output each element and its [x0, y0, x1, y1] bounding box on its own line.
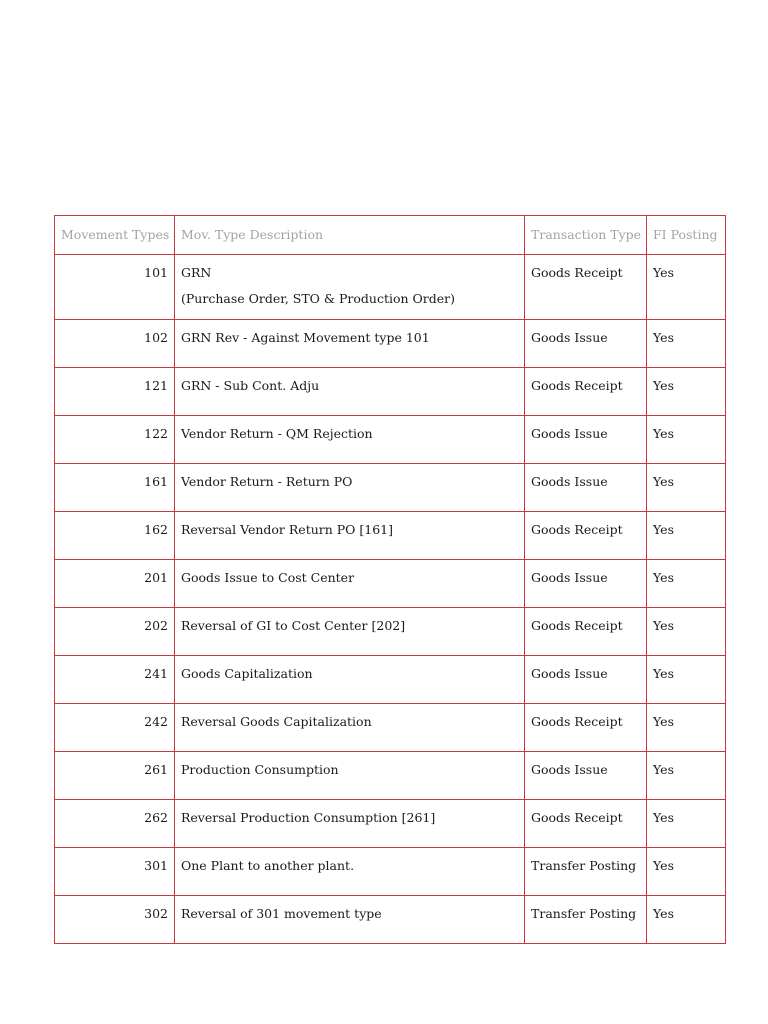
- fi-posting: Yes: [647, 656, 726, 704]
- movement-type-code: 102: [55, 320, 175, 368]
- table-row: [55, 416, 726, 464]
- movement-type-description: Reversal of GI to Cost Center [202]: [181, 618, 406, 633]
- fi-posting: Yes: [647, 464, 726, 512]
- movement-type-description-cell: [175, 255, 525, 320]
- table-row: [55, 608, 726, 656]
- transaction-type: Goods Receipt: [525, 255, 647, 320]
- movement-type-description-cell: [175, 416, 525, 464]
- table-body: [55, 255, 726, 944]
- fi-posting: Yes: [647, 896, 726, 944]
- table-row: [55, 368, 726, 416]
- movement-type-description: GRN - Sub Cont. Adju: [181, 378, 320, 393]
- transaction-type: Goods Issue: [525, 416, 647, 464]
- movement-type-description-note: (Purchase Order, STO & Production Order): [181, 291, 456, 306]
- table-row: [55, 896, 726, 944]
- movement-type-description-cell: [175, 704, 525, 752]
- movement-type-code: 301: [55, 848, 175, 896]
- movement-type-description-cell: [175, 752, 525, 800]
- movement-type-code: 261: [55, 752, 175, 800]
- transaction-type: Goods Receipt: [525, 368, 647, 416]
- fi-posting: Yes: [647, 368, 726, 416]
- movement-type-code: 201: [55, 560, 175, 608]
- movement-type-code: 242: [55, 704, 175, 752]
- movement-type-description-cell: [175, 896, 525, 944]
- fi-posting: Yes: [647, 752, 726, 800]
- movement-type-code: 262: [55, 800, 175, 848]
- table-row: [55, 512, 726, 560]
- transaction-type: Goods Issue: [525, 464, 647, 512]
- table-row: [55, 464, 726, 512]
- movement-type-description: Goods Issue to Cost Center: [181, 570, 355, 585]
- fi-posting: Yes: [647, 512, 726, 560]
- table-header: [55, 216, 726, 255]
- movement-type-code: 241: [55, 656, 175, 704]
- movement-type-description-cell: [175, 560, 525, 608]
- table-row: [55, 704, 726, 752]
- transaction-type: Goods Issue: [525, 752, 647, 800]
- fi-posting: Yes: [647, 320, 726, 368]
- movement-type-description: Goods Capitalization: [181, 666, 313, 681]
- table-row: [55, 752, 726, 800]
- movement-type-description: GRN: [181, 265, 212, 280]
- table-row: [55, 255, 726, 320]
- transaction-type: Goods Receipt: [525, 608, 647, 656]
- transaction-type: Transfer Posting: [525, 848, 647, 896]
- movement-type-description-cell: [175, 464, 525, 512]
- movement-types-table: [54, 215, 726, 944]
- fi-posting: Yes: [647, 704, 726, 752]
- header-row: [55, 216, 726, 255]
- header-description: Mov. Type Description: [175, 216, 525, 255]
- table-row: [55, 848, 726, 896]
- movement-type-description: Production Consumption: [181, 762, 339, 777]
- movement-type-description-cell: [175, 608, 525, 656]
- movement-type-description: GRN Rev - Against Movement type 101: [181, 330, 430, 345]
- fi-posting: Yes: [647, 800, 726, 848]
- movement-type-description-cell: [175, 368, 525, 416]
- movement-type-description: Reversal Goods Capitalization: [181, 714, 372, 729]
- movement-type-description: Reversal of 301 movement type: [181, 906, 382, 921]
- table-row: [55, 800, 726, 848]
- transaction-type: Goods Receipt: [525, 704, 647, 752]
- movement-type-description-cell: [175, 656, 525, 704]
- movement-type-code: 202: [55, 608, 175, 656]
- fi-posting: Yes: [647, 848, 726, 896]
- header-fi-posting: FI Posting: [647, 216, 726, 255]
- movement-type-code: 121: [55, 368, 175, 416]
- movement-type-code: 302: [55, 896, 175, 944]
- movement-type-description: One Plant to another plant.: [181, 858, 355, 873]
- table-row: [55, 320, 726, 368]
- transaction-type: Goods Receipt: [525, 800, 647, 848]
- fi-posting: Yes: [647, 416, 726, 464]
- movement-type-code: 101: [55, 255, 175, 320]
- fi-posting: Yes: [647, 255, 726, 320]
- table-row: [55, 656, 726, 704]
- movement-type-description: Vendor Return - QM Rejection: [181, 426, 373, 441]
- movement-type-code: 162: [55, 512, 175, 560]
- transaction-type: Transfer Posting: [525, 896, 647, 944]
- movement-type-description: Reversal Vendor Return PO [161]: [181, 522, 394, 537]
- movement-type-description-cell: [175, 512, 525, 560]
- movement-type-description-cell: [175, 800, 525, 848]
- movement-type-description-cell: [175, 848, 525, 896]
- header-movement-types: Movement Types: [55, 216, 175, 255]
- transaction-type: Goods Issue: [525, 320, 647, 368]
- table-row: [55, 560, 726, 608]
- fi-posting: Yes: [647, 560, 726, 608]
- transaction-type: Goods Issue: [525, 560, 647, 608]
- transaction-type: Goods Receipt: [525, 512, 647, 560]
- movement-type-description-cell: [175, 320, 525, 368]
- movement-type-description: Vendor Return - Return PO: [181, 474, 353, 489]
- movement-type-code: 122: [55, 416, 175, 464]
- movement-type-code: 161: [55, 464, 175, 512]
- transaction-type: Goods Issue: [525, 656, 647, 704]
- header-transaction-type: Transaction Type: [525, 216, 647, 255]
- fi-posting: Yes: [647, 608, 726, 656]
- movement-type-description: Reversal Production Consumption [261]: [181, 810, 436, 825]
